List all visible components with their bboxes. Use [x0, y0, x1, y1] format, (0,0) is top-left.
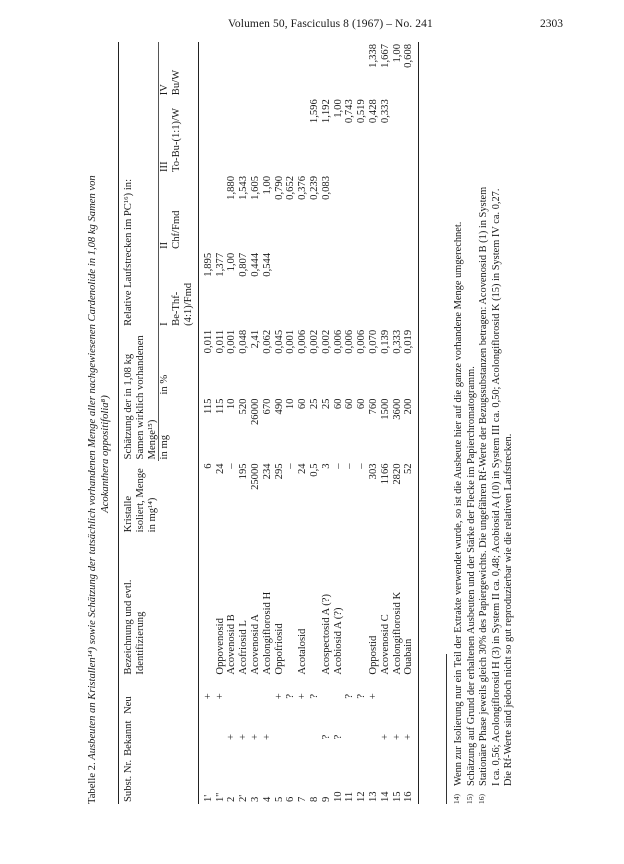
- neu-cell: [392, 677, 404, 716]
- mg-cell: 1500: [379, 398, 391, 420]
- header-sys3: III: [159, 97, 171, 174]
- mg-cell: 10: [226, 398, 238, 410]
- table-body: [198, 42, 418, 804]
- table-row: [262, 42, 274, 804]
- name-cell: Ouabain: [403, 534, 418, 676]
- pct-cell: 0,011: [202, 329, 214, 354]
- pct-cell: 0,006: [297, 329, 309, 354]
- kristalle-cell: 6: [202, 463, 214, 469]
- r1-cell: [344, 251, 356, 328]
- r4-cell: [356, 42, 368, 97]
- r4-cell: [274, 42, 286, 97]
- header-sys1: I: [159, 251, 171, 328]
- r3-cell: 0,519: [356, 99, 368, 124]
- r2-cell: [356, 174, 368, 251]
- kristalle-cell: –: [285, 463, 297, 469]
- footnote-15: [466, 38, 479, 804]
- r4-cell: [262, 42, 274, 97]
- header-in-pct: in %: [159, 328, 171, 397]
- bekannt-cell: [309, 716, 321, 758]
- name-cell: Acovenosid A: [249, 614, 261, 675]
- subst-cell: 16: [403, 758, 418, 804]
- footnote-text: Wenn zur Isolierung nur ein Teil der Extrakte verwendet wurde, so ist die Ausbeute hier auf die ganze vorhandene Menge umgerechnet.: [453, 221, 464, 786]
- r4-cell: 1,667: [379, 44, 391, 68]
- r1-cell: 0,544: [261, 252, 273, 277]
- r3-cell: [215, 97, 227, 174]
- r2-cell: 0,790: [273, 175, 285, 200]
- r2-cell: [368, 174, 380, 251]
- table-row: [250, 42, 262, 804]
- name-cell: Oppostid: [367, 635, 379, 675]
- header-sys2: II: [159, 174, 171, 251]
- kristalle-cell: 234: [261, 463, 273, 480]
- r1-cell: [321, 251, 333, 328]
- table-row: [344, 42, 356, 804]
- r1-cell: [368, 251, 380, 328]
- r3-cell: [250, 97, 262, 174]
- page-number: 2303: [540, 18, 563, 30]
- pct-cell: 0,333: [391, 329, 403, 354]
- r3-cell: [238, 97, 250, 174]
- table-row: [297, 42, 309, 804]
- neu-cell: ?: [308, 693, 320, 699]
- neu-cell: [262, 677, 274, 716]
- pct-cell: 0,006: [356, 329, 368, 354]
- table-subheader-row-2: [171, 42, 198, 804]
- subst-cell: 12: [356, 791, 368, 802]
- mg-cell: 200: [403, 397, 418, 462]
- r3-cell: 1,192: [320, 99, 332, 124]
- pct-cell: 0,062: [261, 329, 273, 354]
- r2-cell: [344, 174, 356, 251]
- footnote-text: Schätzung auf Grund der erhaltenen Ausbeuten und der Stärke der Flecke im Papierchromatogramm.: [465, 366, 477, 786]
- r2-cell: [380, 174, 392, 251]
- bekannt-cell: ?: [320, 734, 332, 740]
- subst-cell: 2: [226, 796, 238, 802]
- neu-cell: +: [367, 693, 379, 700]
- pct-cell: 0,048: [238, 329, 250, 354]
- table-row: [198, 42, 214, 804]
- pct-cell: 0,001: [226, 329, 238, 354]
- table-row: [392, 42, 404, 804]
- neu-cell: +: [297, 693, 309, 700]
- r4-cell: [215, 42, 227, 97]
- r3-cell: [226, 97, 238, 174]
- caption-label: Tabelle 2.: [87, 762, 98, 804]
- kristalle-cell: –: [332, 463, 344, 469]
- pct-cell: 2,41: [249, 329, 261, 349]
- kristalle-cell: 0,5: [308, 463, 320, 477]
- caption-text: Ausbeuten an Kristallen¹⁴) sowie Schätzung der tatsächlich vorhandenen Menge aller nachgewiesenen Cardenolide in 1,08 kg Samen von: [87, 175, 98, 760]
- subst-cell: 1'': [214, 792, 226, 802]
- kristalle-cell: –: [344, 463, 356, 469]
- subst-cell: 8: [308, 796, 320, 802]
- mg-cell: 490: [273, 398, 285, 415]
- r2-cell: 1,605: [249, 175, 261, 200]
- name-cell: Acovenosid C: [379, 614, 391, 675]
- r2-cell: [392, 174, 404, 251]
- bekannt-cell: [285, 716, 297, 758]
- kristalle-cell: 52: [403, 461, 418, 534]
- r3-cell: 1,00: [332, 99, 344, 118]
- bekannt-cell: [368, 716, 380, 758]
- kristalle-cell: 24: [297, 463, 309, 475]
- footnotes: [446, 38, 516, 804]
- footnote-rule: [446, 654, 447, 804]
- subst-cell: 2': [238, 794, 250, 802]
- subst-cell: 11: [344, 791, 356, 802]
- r4-cell: [297, 42, 309, 97]
- neu-cell: [403, 677, 418, 716]
- neu-cell: ?: [356, 693, 368, 699]
- bekannt-cell: +: [403, 716, 418, 758]
- name-cell: [309, 534, 321, 676]
- table-header-row: [119, 42, 159, 804]
- r3-cell: [297, 97, 309, 174]
- r1-cell: [380, 251, 392, 328]
- pct-cell: 0,006: [344, 329, 356, 354]
- footnote-text-cont: I ca. 0,56; Acolongiflorosid H (3) in System II ca. 0,48; Acobiosid A (10) in System III ca. 0,50; Acolongiflorosid K (15) in System IV ca. 0,27.: [490, 188, 502, 786]
- pct-cell: 0,002: [320, 329, 332, 354]
- r1-cell: [403, 251, 418, 328]
- r4-cell: [285, 42, 297, 97]
- pct-cell: 0,139: [379, 329, 391, 354]
- bekannt-cell: +: [261, 733, 273, 740]
- mg-cell: 520: [238, 398, 250, 415]
- header-sys3-sub: To-Bu-(1:1)/W: [171, 97, 198, 174]
- r1-cell: [392, 251, 404, 328]
- r2-cell: [333, 174, 345, 251]
- r2-cell: 1,00: [261, 175, 273, 195]
- footnote-mark: 15): [464, 794, 474, 804]
- r1-cell: 1,895: [202, 252, 214, 277]
- name-cell: Acofriosid L: [238, 620, 250, 675]
- table-row: [309, 42, 321, 804]
- r1-cell: 0,444: [249, 252, 261, 277]
- kristalle-cell: –: [356, 463, 368, 469]
- pct-cell: 0,011: [214, 329, 226, 354]
- r4-cell: [250, 42, 262, 97]
- mg-cell: 115: [202, 398, 214, 415]
- mg-cell: 115: [214, 398, 226, 415]
- subst-cell: 13: [367, 791, 379, 802]
- subst-cell: 7: [297, 796, 309, 802]
- r1-cell: [333, 251, 345, 328]
- footnote-mark: 16): [477, 794, 487, 804]
- caption-subtext: Acokanthera oppositifolia⁸): [100, 395, 111, 513]
- kristalle-cell: 195: [238, 463, 250, 480]
- subst-cell: 4: [261, 796, 273, 802]
- bekannt-cell: [344, 716, 356, 758]
- rotated-table-page: [80, 28, 550, 818]
- header-kristalle: Kristalle isoliert, Menge in mg¹⁴): [119, 461, 172, 534]
- bekannt-cell: [274, 716, 286, 758]
- footnote-14: [453, 38, 466, 804]
- r3-cell: 0,743: [344, 99, 356, 124]
- r2-cell: 0,652: [285, 175, 297, 200]
- r4-cell: 0,608: [403, 42, 418, 97]
- name-cell: [198, 534, 214, 676]
- r2-cell: 1,543: [238, 175, 250, 200]
- name-cell: Acolongiflorosid H: [261, 591, 273, 675]
- r3-cell: [262, 97, 274, 174]
- neu-cell: [250, 677, 262, 716]
- name-cell: Acobiosid A (?): [332, 607, 344, 675]
- r1-cell: 0,807: [238, 252, 250, 277]
- table-row: [380, 42, 392, 804]
- subst-cell: 1': [202, 794, 214, 802]
- mg-cell: 25: [320, 398, 332, 410]
- kristalle-cell: 2820: [391, 463, 403, 485]
- bekannt-cell: +: [379, 733, 391, 740]
- r4-cell: [333, 42, 345, 97]
- mg-cell: 10: [285, 398, 297, 410]
- subst-cell: 5: [273, 796, 285, 802]
- pct-cell: 0,045: [273, 329, 285, 354]
- neu-cell: ?: [285, 693, 297, 699]
- bekannt-cell: [215, 716, 227, 758]
- bekannt-cell: +: [391, 733, 403, 740]
- mg-cell: 60: [297, 398, 309, 410]
- table-row: [403, 42, 418, 804]
- r4-cell: 1,00: [391, 44, 403, 63]
- neu-cell: [238, 677, 250, 716]
- kristalle-cell: 1166: [379, 463, 391, 485]
- name-cell: Acospectosid A (?): [320, 593, 332, 675]
- subst-cell: 3: [249, 796, 261, 802]
- mg-cell: 760: [367, 398, 379, 415]
- pct-cell: 0,070: [367, 329, 379, 354]
- table-row: [356, 42, 368, 804]
- r1-cell: [285, 251, 297, 328]
- header-schaetzung: Schätzung der in 1,08 kg Samen wirklich vorhandenen Menge¹⁵): [119, 328, 159, 462]
- r4-cell: [198, 42, 214, 97]
- r4-cell: 1,338: [367, 44, 379, 68]
- r1-cell: [356, 251, 368, 328]
- bekannt-cell: [356, 716, 368, 758]
- mg-cell: 670: [261, 398, 273, 415]
- bekannt-cell: [297, 716, 309, 758]
- header-subst: Subst. Nr.: [119, 758, 172, 804]
- kristalle-cell: 24: [214, 463, 226, 475]
- mg-cell: 26000: [249, 398, 261, 426]
- running-head: Volumen 50, Fasciculus 8 (1967) – No. 241: [228, 18, 433, 30]
- subst-cell: 15: [391, 791, 403, 802]
- r1-cell: 1,377: [214, 252, 226, 277]
- name-cell: [344, 534, 356, 676]
- subst-cell: 10: [332, 791, 344, 802]
- header-sys2-sub: Chf/Fmd: [171, 174, 198, 251]
- subst-cell: 6: [285, 796, 297, 802]
- r3-cell: 1,596: [308, 99, 320, 124]
- footnote-text-cont: Die Rf-Werte sind jedoch nicht so gut reproduzierbar wie die relativen Laufstrecken.: [503, 433, 515, 786]
- r4-cell: [321, 42, 333, 97]
- r1-cell: [274, 251, 286, 328]
- r1-cell: [309, 251, 321, 328]
- r3-cell: [403, 97, 418, 174]
- kristalle-cell: –: [226, 463, 238, 469]
- r4-cell: [344, 42, 356, 97]
- name-cell: [285, 534, 297, 676]
- header-in-mg: in mg: [159, 397, 171, 462]
- table-row: [333, 42, 345, 804]
- r3-cell: [274, 97, 286, 174]
- subst-cell: 14: [379, 791, 391, 802]
- kristalle-cell: 303: [367, 463, 379, 480]
- footnote-16: [478, 38, 516, 804]
- neu-cell: +: [202, 693, 214, 700]
- header-sys1-sub: Be-Thf-(4:1)/Fmd: [171, 251, 198, 328]
- r3-cell: 0,333: [379, 99, 391, 124]
- neu-cell: +: [214, 693, 226, 700]
- header-sys4-sub: Bu/W: [171, 42, 198, 97]
- r2-cell: [198, 174, 214, 251]
- bekannt-cell: [198, 716, 214, 758]
- results-table: [118, 42, 419, 804]
- r3-cell: [285, 97, 297, 174]
- table-row: [285, 42, 297, 804]
- r3-cell: 0,428: [367, 99, 379, 124]
- r2-cell: 0,083: [320, 175, 332, 200]
- subst-cell: 9: [320, 796, 332, 802]
- header-sys4: IV: [159, 42, 171, 97]
- pct-cell: 0,002: [308, 329, 320, 354]
- name-cell: Oppovenosid: [214, 618, 226, 675]
- footnote-mark: 14): [452, 794, 461, 804]
- header-relativ: Relative Laufstrecken im PC¹⁶) in:: [119, 42, 159, 328]
- mg-cell: 60: [344, 398, 356, 410]
- name-cell: Acolongiflorosid K: [391, 591, 403, 675]
- table-row: [321, 42, 333, 804]
- table-row: [368, 42, 380, 804]
- table-row: [238, 42, 250, 804]
- mg-cell: 60: [356, 398, 368, 410]
- name-cell: [356, 534, 368, 676]
- neu-cell: +: [273, 693, 285, 700]
- header-neu: Neu: [119, 677, 172, 716]
- name-cell: Acovenosid B: [226, 614, 238, 675]
- r4-cell: [226, 42, 238, 97]
- r2-cell: 1,880: [226, 175, 238, 200]
- r3-cell: [198, 97, 214, 174]
- bekannt-cell: +: [226, 733, 238, 740]
- table-row: [274, 42, 286, 804]
- bekannt-cell: ?: [332, 734, 344, 740]
- table-row: [226, 42, 238, 804]
- r2-cell: [215, 174, 227, 251]
- table-caption: [86, 44, 112, 804]
- header-bekannt: Bekannt: [119, 716, 172, 758]
- r4-cell: [309, 42, 321, 97]
- bekannt-cell: +: [238, 733, 250, 740]
- table-row: [215, 42, 227, 804]
- r2-cell: [403, 174, 418, 251]
- name-cell: Acotalosid: [297, 628, 309, 675]
- r4-cell: [238, 42, 250, 97]
- r1-cell: [297, 251, 309, 328]
- footnote-text: Stationäre Phase jeweils gleich 30% des Papiergewichts. Die ungefähren Rf-Werte der Bezugssubstanzen betragen: Acovenosid B (1) in System: [478, 186, 490, 786]
- mg-cell: 25: [308, 398, 320, 410]
- pct-cell: 0,019: [403, 328, 418, 397]
- kristalle-cell: 295: [273, 463, 285, 480]
- neu-cell: [333, 677, 345, 716]
- neu-cell: ?: [344, 693, 356, 699]
- name-cell: Oppofriosid: [273, 623, 285, 675]
- neu-cell: [321, 677, 333, 716]
- mg-cell: 3600: [391, 398, 403, 420]
- r2-cell: 0,376: [297, 175, 309, 200]
- header-name: Bezeichnung und evtl. Identifizierung: [119, 534, 172, 676]
- kristalle-cell: 3: [320, 463, 332, 469]
- neu-cell: [380, 677, 392, 716]
- bekannt-cell: +: [249, 733, 261, 740]
- r2-cell: 0,239: [308, 175, 320, 200]
- r3-cell: [392, 97, 404, 174]
- r1-cell: 1,00: [226, 252, 238, 272]
- kristalle-cell: 25000: [249, 463, 261, 490]
- pct-cell: 0,001: [285, 329, 297, 354]
- mg-cell: 60: [332, 398, 344, 410]
- neu-cell: [226, 677, 238, 716]
- pct-cell: 0,006: [332, 329, 344, 354]
